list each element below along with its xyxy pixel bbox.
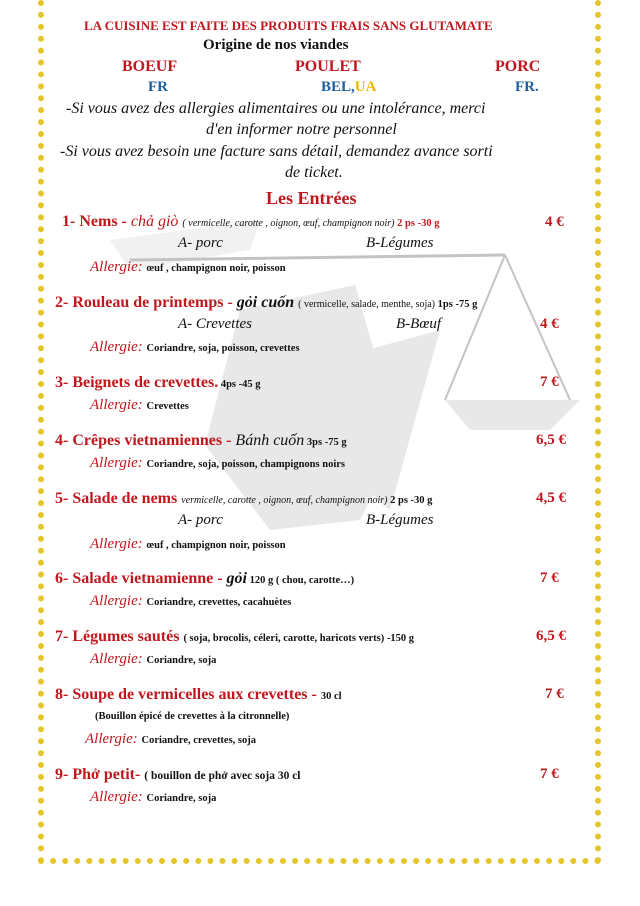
- item-name: 1- Nems -: [62, 213, 131, 230]
- menu-item-4: 4- Crêpes vietnamiennes - Bánh cuốn 3ps -75 g: [55, 432, 347, 449]
- allergy-line: Allergie: Crevettes: [90, 397, 189, 413]
- allergy-line: Allergie: Coriandre, crevettes, cacahuètes: [90, 593, 292, 609]
- allergy-line: Allergie: œuf , champignon noir, poisson: [90, 259, 286, 275]
- allergy-notice-line2: d'en informer notre personnel: [206, 121, 397, 138]
- menu-item-6: 6- Salade vietnamienne - gỏi 120 g ( chou, carotte…): [55, 570, 355, 587]
- item-price: 7 €: [545, 686, 564, 702]
- invoice-notice-line2: de ticket.: [285, 164, 343, 181]
- item-price: 4 €: [545, 214, 564, 230]
- item-price: 7 €: [540, 570, 559, 586]
- origin-porc: FR.: [515, 79, 539, 95]
- item-note: (Bouillon épicé de crevettes à la citronnelle): [95, 711, 290, 722]
- item-price: 4 €: [540, 316, 559, 332]
- item-qty: 2 ps -30 g: [394, 218, 440, 229]
- menu-item-9: 9- Phở petit- ( bouillon de phở avec soja 30 cl: [55, 766, 301, 783]
- origin-poulet-bel: BEL,: [321, 79, 355, 95]
- meat-poulet: POULET: [295, 58, 361, 75]
- origin-boeuf: FR: [148, 79, 168, 95]
- allergy-line: Allergie: Coriandre, crevettes, soja: [85, 731, 257, 747]
- item-option-a: A- porc: [178, 235, 223, 251]
- allergy-notice-line1: -Si vous avez des allergies alimentaires ou une intolérance, merci: [66, 100, 486, 117]
- item-price: 6,5 €: [536, 432, 566, 448]
- item-price: 7 €: [540, 766, 559, 782]
- menu-item-7: 7- Légumes sautés ( soja, brocolis, céleri, carotte, haricots verts) -150 g: [55, 628, 414, 645]
- origin-poulet-ua: UA: [354, 79, 377, 95]
- item-option-a: A- porc: [178, 512, 223, 528]
- allergy-line: Allergie: Coriandre, soja: [90, 651, 217, 667]
- item-option-b: B-Bœuf: [396, 316, 441, 332]
- item-price: 4,5 €: [536, 490, 566, 506]
- item-desc: ( vermicelle, carotte , oignon, œuf, champignon noir): [182, 218, 395, 229]
- origin-poulet: [321, 79, 376, 96]
- item-option-a: A- Crevettes: [178, 316, 252, 332]
- item-price: 6,5 €: [536, 628, 566, 644]
- item-price: 7 €: [540, 374, 559, 390]
- item-viet-name: chả giò: [130, 213, 179, 230]
- invoice-notice-line1: -Si vous avez besoin une facture sans détail, demandez avance sorti: [60, 143, 493, 160]
- item-option-b: B-Légumes: [366, 235, 434, 251]
- menu-item-2: 2- Rouleau de printemps - gỏi cuốn ( vermicelle, salade, menthe, soja) 1ps -75 g: [55, 294, 478, 311]
- menu-item-5: 5- Salade de nems vermicelle, carotte , oignon, œuf, champignon noir) 2 ps -30 g: [55, 490, 433, 507]
- notice-text: LA CUISINE EST FAITE DES PRODUITS FRAIS SANS GLUTAMATE: [84, 18, 493, 33]
- menu-item-3: 3- Beignets de crevettes. 4ps -45 g: [55, 374, 261, 391]
- section-title: Les Entrées: [266, 188, 357, 208]
- allergy-line: Allergie: Coriandre, soja, poisson, champignons noirs: [90, 455, 345, 471]
- meat-porc: PORC: [495, 58, 541, 75]
- item-option-b: B-Légumes: [366, 512, 434, 528]
- meat-boeuf: BOEUF: [122, 58, 178, 75]
- allergy-line: Allergie: Coriandre, soja: [90, 789, 217, 805]
- allergy-line: Allergie: œuf , champignon noir, poisson: [90, 536, 286, 552]
- allergy-line: Allergie: Coriandre, soja, poisson, crevettes: [90, 339, 300, 355]
- origin-title: Origine de nos viandes: [203, 37, 349, 53]
- menu-item-8: 8- Soupe de vermicelles aux crevettes - 30 cl: [55, 686, 342, 703]
- menu-item-1: [62, 213, 439, 231]
